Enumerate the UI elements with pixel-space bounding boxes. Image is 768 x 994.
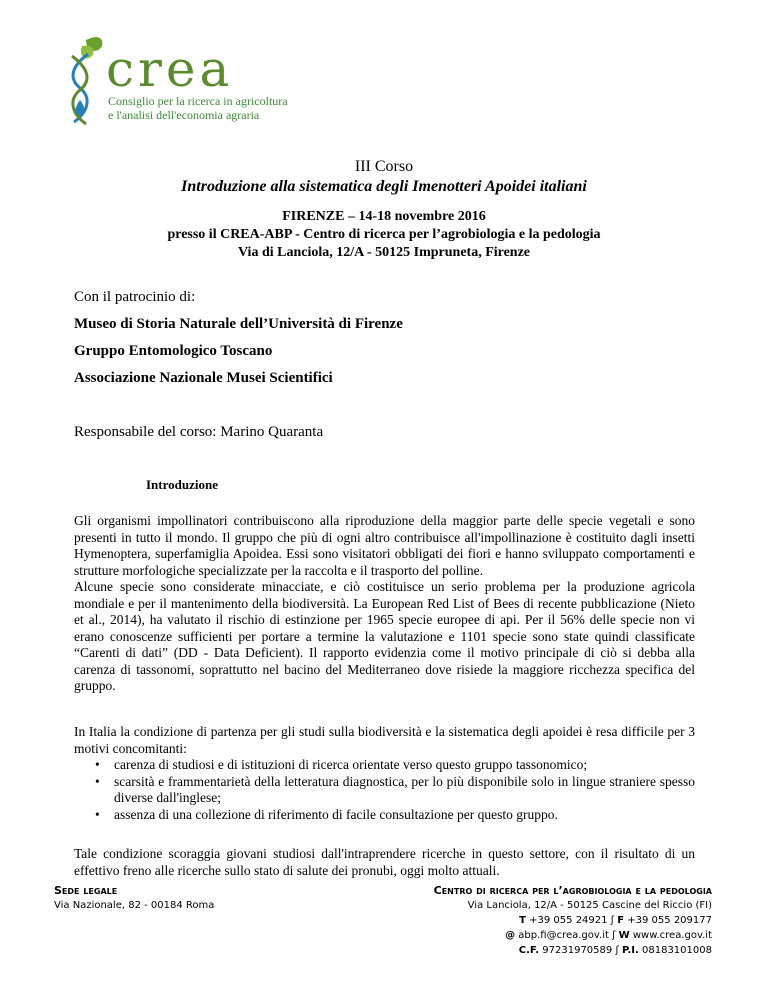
phone-number: +39 055 24921 — [529, 915, 608, 926]
logo-wordmark: crea — [106, 40, 234, 98]
section-heading-introduction: Introduzione — [146, 477, 218, 492]
separator: ʃ — [610, 915, 615, 926]
intro-paragraph-3-text: In Italia la condizione di partenza per gli studi sulla biodiversità e la sistematica degli apoidei è resa difficile per 3 motivi concomitanti: — [74, 724, 695, 756]
phone-label: T — [519, 915, 526, 926]
web-label: W — [618, 930, 630, 941]
list-item — [74, 757, 695, 774]
crea-logo — [58, 34, 288, 130]
intro-paragraph-4 — [74, 846, 695, 879]
logo-subtitle-line2: e l'analisi dell'economia agraria — [108, 108, 260, 122]
pi-label: P.I. — [622, 945, 639, 956]
footer-research-center — [434, 883, 712, 958]
separator: ʃ — [615, 945, 619, 956]
list-item-text: assenza di una collezione di riferimento di facile consultazione per questo gruppo. — [114, 806, 558, 822]
footer-email-web — [434, 928, 712, 943]
patron-item: Gruppo Entomologico Toscano — [74, 343, 273, 359]
intro-paragraph-1: Gli organismi impollinatori contribuiscono alla riproduzione della maggior parte delle specie vegetali e sono presenti in tutto il mondo. Il gruppo che più di ogni altro contribuisce all'impollinazione è costituito dagli insetti Hymenoptera, superfamiglia Apoidea. Essi sono visitatori obbligati dei fiori e hanno sviluppato comportamenti e strutture morfologiche specializzate per la raccolta e il trasporto del polline. — [74, 513, 695, 578]
email-label: @ — [505, 930, 516, 941]
intro-paragraph-4-text: Tale condizione scoraggia giovani studiosi dall'intraprendere ricerche in questo settore, con il risultato di un effettivo freno alle ricerche sullo stato di salute dei pronubi, oggi molto attuali. — [74, 846, 695, 878]
course-address: Via di Lanciola, 12/A - 50125 Impruneta, Firenze — [237, 245, 531, 260]
intro-paragraph-3 — [74, 724, 695, 757]
dna-leaf-icon — [58, 34, 108, 130]
footer-phone-fax — [434, 913, 712, 928]
patron-item: Museo di Storia Naturale dell’Università di Firenze — [74, 316, 403, 332]
footer-left-title: Sede legale — [54, 884, 118, 897]
list-item — [74, 807, 695, 824]
bullet-icon: • — [95, 773, 100, 789]
bullet-icon: • — [95, 806, 100, 822]
list-item-text: scarsità e frammentarietà della letteratura diagnostica, per lo più disponibile solo in lingue straniere spesso diverse dall'inglese; — [114, 773, 695, 805]
course-dates: FIRENZE – 14-18 novembre 2016 — [282, 209, 486, 224]
list-item — [74, 774, 695, 807]
course-responsible: Responsabile del corso: Marino Quaranta — [74, 424, 324, 440]
reasons-list — [74, 757, 695, 823]
footer-legal-seat — [54, 883, 214, 913]
fax-number: +39 055 209177 — [627, 915, 712, 926]
cf-label: C.F. — [518, 945, 540, 956]
logo-subtitle-line1: Consiglio per la ricerca in agricoltura — [108, 94, 288, 108]
patronage-label: Con il patrocinio di: — [74, 289, 196, 305]
intro-paragraph-2: Alcune specie sono considerate minacciate, e ciò costituisce un serio problema per la produzione agricola mondiale e per il mantenimento della biodiversità. La European Red List of Bees di recente pubblicazione (Nieto et al., 2014), ha valutato il rischio di estinzione per 1965 specie europee di api. Per il 56% delle specie non vi erano conoscenze sufficienti per portare a termine la valutazione e 1101 specie sono state quindi classificate “Carenti di dati” (DD - Data Deficient). Il rapporto evidenzia come il motivo principale di ciò si debba alla carenza di tassonomi, soprattutto nel bacino del Mediterraneo dove risiede la maggiore ricchezza specifica del gruppo. — [74, 579, 695, 693]
footer-right-address: Via Lanciola, 12/A - 50125 Cascine del Riccio (FI) — [467, 900, 712, 911]
course-number: III Corso — [354, 158, 414, 175]
footer-tax-codes — [434, 943, 712, 958]
list-item-text: carenza di studiosi e di istituzioni di ricerca orientate verso questo gruppo tassonomico; — [114, 757, 588, 772]
footer-left-address: Via Nazionale, 82 - 00184 Roma — [54, 900, 215, 911]
email-address[interactable]: abp.fi@crea.gov.it — [518, 930, 609, 941]
cf-number: 97231970589 — [542, 945, 613, 956]
course-venue: presso il CREA-ABP - Centro di ricerca per l’agrobiologia e la pedologia — [167, 227, 601, 242]
website[interactable]: www.crea.gov.it — [632, 930, 712, 941]
pi-number: 08183101008 — [642, 945, 712, 956]
intro-paragraph-block — [74, 513, 695, 695]
bullet-icon: • — [95, 757, 100, 772]
patron-item: Associazione Nazionale Musei Scientifici — [74, 370, 333, 386]
course-title: Introduzione alla sistematica degli Imenotteri Apoidei italiani — [181, 178, 587, 195]
footer-right-title: Centro di ricerca per l’agrobiologia e la pedologia — [433, 884, 712, 897]
fax-label: F — [617, 915, 625, 926]
separator: ʃ — [612, 930, 616, 941]
